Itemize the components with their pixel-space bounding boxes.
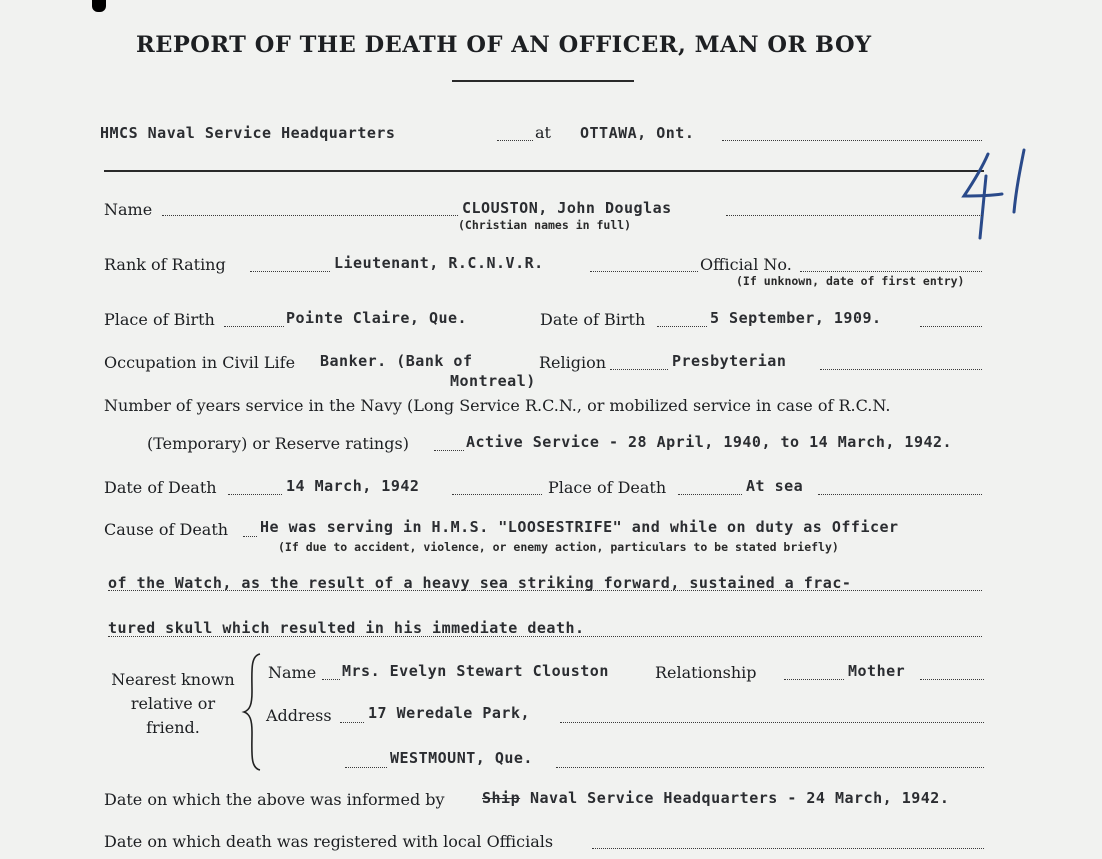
place-of-birth-label: Place of Birth (104, 310, 215, 329)
dots (250, 271, 330, 272)
informed-value: Naval Service Headquarters - 24 March, 1942. (530, 789, 950, 807)
relative-brace (240, 652, 262, 772)
dots (108, 636, 982, 637)
rank-label: Rank of Rating (104, 255, 226, 274)
dots (560, 722, 984, 723)
dots (784, 679, 844, 680)
dots (722, 140, 982, 141)
date-of-birth-label: Date of Birth (540, 310, 646, 329)
relationship-label: Relationship (655, 663, 757, 682)
cause-note: (If due to accident, violence, or enemy action, particulars to be stated briefly) (278, 540, 839, 554)
informed-struck-word: Ship (482, 789, 521, 807)
service-label-line1: Number of years service in the Navy (Long Service R.C.N., or mobilized service in case of R.C.N. (104, 396, 891, 415)
dots (345, 767, 387, 768)
cause-line1: He was serving in H.M.S. "LOOSESTRIFE" and while on duty as Officer (260, 518, 899, 536)
occupation-value-line1: Banker. (Bank of (320, 352, 473, 370)
dots (322, 679, 340, 680)
separator-line (104, 170, 984, 172)
cause-of-death-label: Cause of Death (104, 520, 229, 539)
dots (497, 140, 533, 141)
dots (657, 326, 707, 327)
dots (610, 369, 668, 370)
relative-name-label: Name (268, 663, 317, 682)
address-label: Address (266, 706, 332, 725)
cause-line2: of the Watch, as the result of a heavy sea striking forward, sustained a frac- (108, 574, 852, 592)
occupation-label: Occupation in Civil Life (104, 353, 296, 372)
occupation-value-line2: Montreal) (450, 372, 536, 390)
dots (556, 767, 984, 768)
form-title: REPORT OF THE DEATH OF AN OFFICER, MAN OR BOY (136, 32, 872, 58)
name-note: (Christian names in full) (458, 218, 632, 232)
dots (162, 215, 458, 216)
dots (726, 215, 982, 216)
place-of-death-value: At sea (746, 477, 804, 495)
address-line1: 17 Weredale Park, (368, 704, 531, 722)
religion-value: Presbyterian (672, 352, 787, 370)
place-of-birth-value: Pointe Claire, Que. (286, 309, 468, 327)
dots (800, 271, 982, 272)
address-line2: WESTMOUNT, Que. (390, 749, 533, 767)
dots (820, 369, 982, 370)
dots (434, 450, 464, 451)
place-of-death-label: Place of Death (548, 478, 667, 497)
dots (452, 494, 542, 495)
corner-mark (92, 0, 106, 12)
relative-heading-line2: relative or (130, 694, 216, 713)
at-label: at (535, 123, 551, 142)
dots (224, 326, 284, 327)
handwritten-mark-41 (958, 146, 1040, 242)
dots (592, 848, 984, 849)
dots (243, 536, 257, 537)
relationship-value: Mother (848, 662, 906, 680)
rank-value: Lieutenant, R.C.N.V.R. (334, 254, 544, 272)
dots (340, 722, 364, 723)
official-no-label: Official No. (700, 255, 792, 274)
date-of-birth-value: 5 September, 1909. (710, 309, 882, 327)
cause-line3: tured skull which resulted in his immediate death. (108, 619, 585, 637)
date-of-death-label: Date of Death (104, 478, 217, 497)
dots (108, 590, 982, 591)
dots (920, 326, 982, 327)
relative-heading-line3: friend. (146, 718, 200, 737)
service-label-line2: (Temporary) or Reserve ratings) (147, 434, 409, 453)
title-underline (452, 80, 634, 82)
name-label: Name (104, 200, 153, 219)
ship-value: HMCS Naval Service Headquarters (100, 124, 396, 142)
name-value: CLOUSTON, John Douglas (462, 199, 672, 217)
registered-label: Date on which death was registered with local Officials (104, 832, 554, 851)
dots (678, 494, 742, 495)
dots (228, 494, 282, 495)
relative-name-value: Mrs. Evelyn Stewart Clouston (342, 662, 609, 680)
location-value: OTTAWA, Ont. (580, 124, 695, 142)
service-value: Active Service - 28 April, 1940, to 14 March, 1942. (466, 433, 953, 451)
official-no-note: (If unknown, date of first entry) (736, 274, 965, 288)
informed-label: Date on which the above was informed by (104, 790, 445, 809)
dots (818, 494, 982, 495)
dots (590, 271, 698, 272)
date-of-death-value: 14 March, 1942 (286, 477, 420, 495)
religion-label: Religion (539, 353, 607, 372)
relative-heading-line1: Nearest known (111, 670, 235, 689)
dots (920, 679, 984, 680)
